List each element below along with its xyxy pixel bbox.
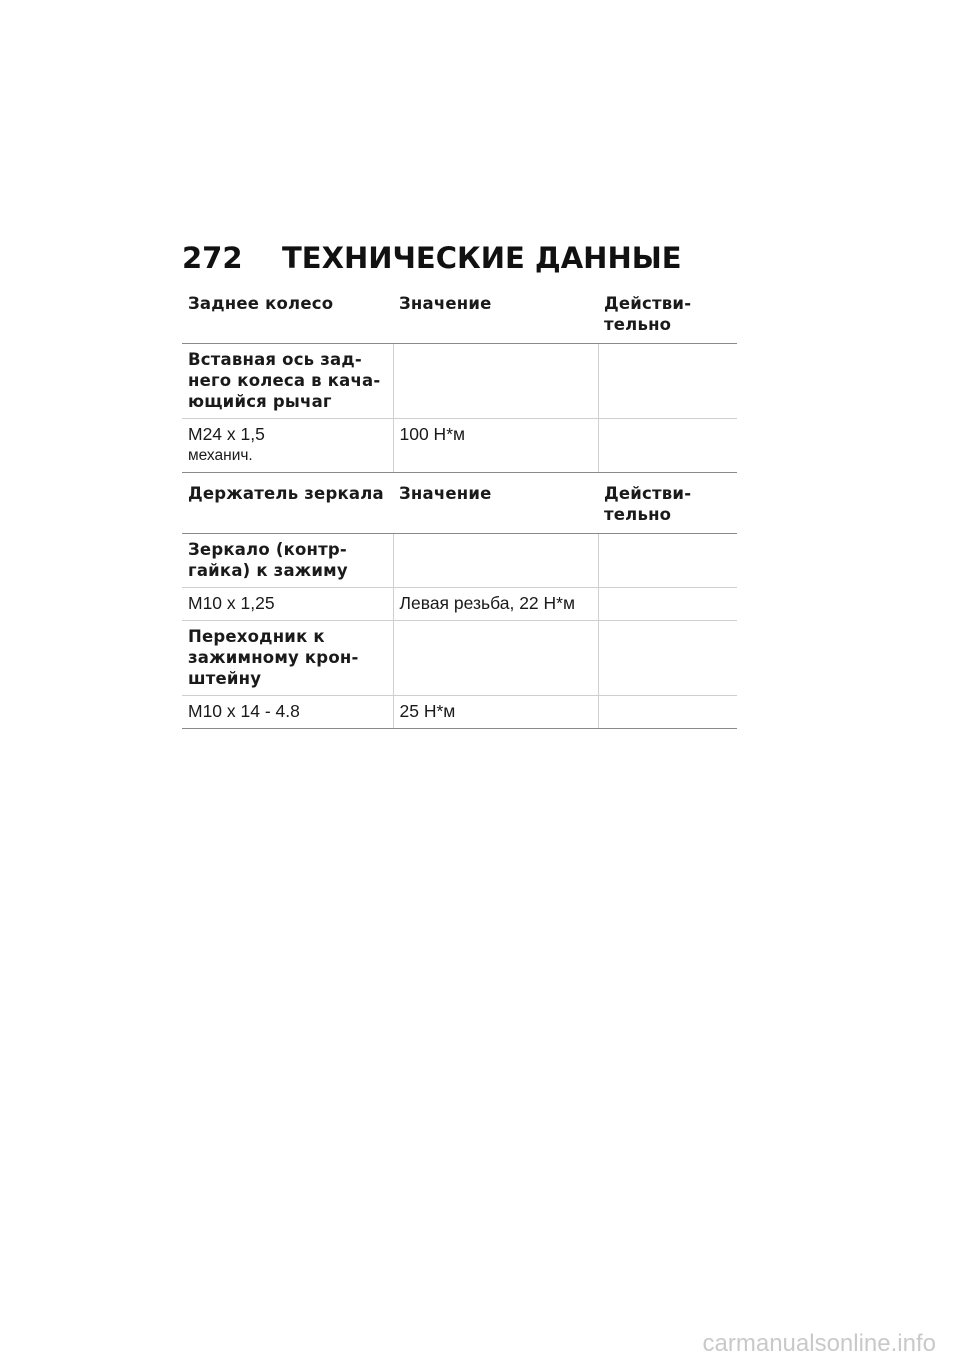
empty-cell: [393, 621, 598, 696]
rear-wheel-spec-table: [182, 289, 737, 473]
empty-cell: [393, 534, 598, 588]
group-cell: [182, 344, 393, 419]
table-header-row: [182, 479, 737, 534]
group-line: ющийся рычаг: [188, 392, 332, 411]
column-header-valid: [598, 289, 737, 344]
group-line: Зеркало (контр-: [188, 540, 347, 559]
thread-cell: M10 x 1,25: [182, 588, 393, 621]
column-header-value: Значение: [393, 479, 598, 534]
group-line: гайка) к зажиму: [188, 561, 348, 580]
table-header-row: [182, 289, 737, 344]
table-row-group: [182, 621, 737, 696]
section-title: ТЕХНИЧЕСКИЕ ДАННЫЕ: [282, 241, 682, 275]
valid-cell: [598, 696, 737, 729]
empty-cell: [393, 344, 598, 419]
column-header-component: Держатель зеркала: [182, 479, 393, 534]
torque-value-cell: 25 Н*м: [393, 696, 598, 729]
group-cell: [182, 621, 393, 696]
column-header-value: Значение: [393, 289, 598, 344]
page-number: 272: [182, 241, 243, 275]
thread-spec: M24 x 1,5: [188, 424, 265, 444]
group-line: Вставная ось зад-: [188, 350, 362, 369]
column-header-component: Заднее колесо: [182, 289, 393, 344]
torque-value-cell: 100 Н*м: [393, 419, 598, 473]
empty-cell: [598, 534, 737, 588]
thread-cell: M10 x 14 - 4.8: [182, 696, 393, 729]
empty-cell: [598, 344, 737, 419]
group-line: Переходник к: [188, 627, 325, 646]
thread-cell: [182, 419, 393, 473]
table-row: [182, 419, 737, 473]
group-cell: [182, 534, 393, 588]
column-header-valid-text: Действи- тельно: [604, 484, 692, 524]
column-header-valid: [598, 479, 737, 534]
group-line: штейну: [188, 669, 262, 688]
group-line: него колеса в кача-: [188, 371, 381, 390]
mirror-holder-spec-table: [182, 479, 737, 729]
table-row-group: [182, 344, 737, 419]
table-row-group: [182, 534, 737, 588]
empty-cell: [598, 621, 737, 696]
table-row: [182, 588, 737, 621]
column-header-valid-text: Действи- тельно: [604, 294, 692, 334]
thread-note: механич.: [188, 447, 253, 464]
valid-cell: [598, 588, 737, 621]
table-row: [182, 696, 737, 729]
group-line: зажимному крон-: [188, 648, 359, 667]
valid-cell: [598, 419, 737, 473]
torque-value-cell: Левая резьба, 22 Н*м: [393, 588, 598, 621]
page-header: [182, 238, 742, 278]
site-watermark: carmanualsonline.info: [702, 1330, 936, 1357]
